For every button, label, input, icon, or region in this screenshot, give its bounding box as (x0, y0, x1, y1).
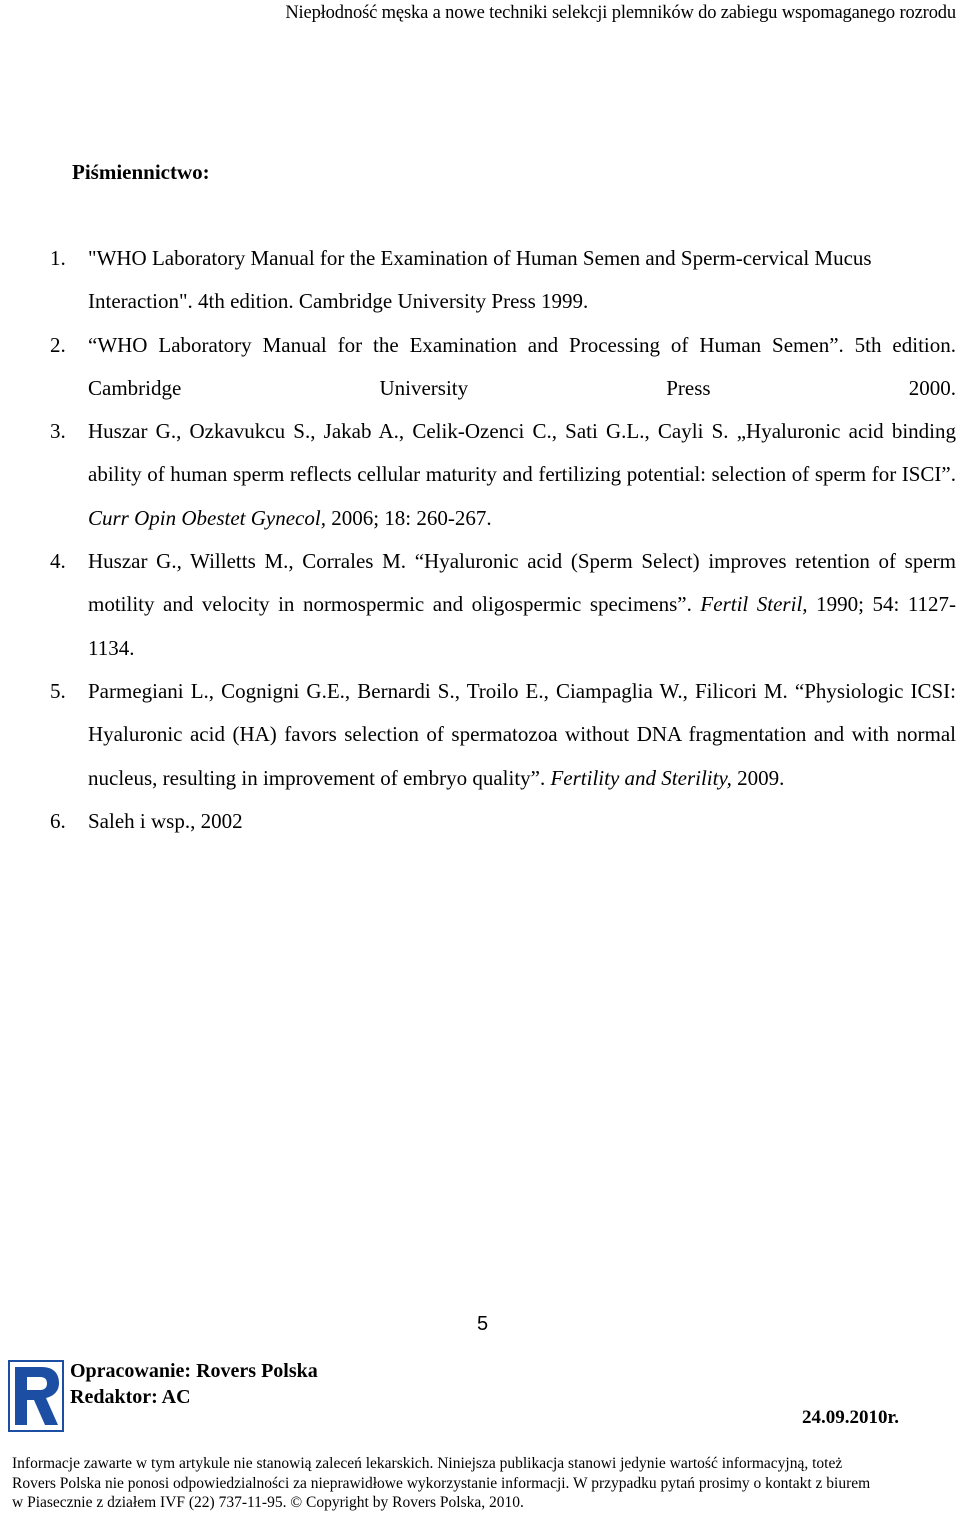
footer-date: 24.09.2010r. (802, 1407, 899, 1428)
reference-item-1 (0, 237, 960, 324)
reference-text: Huszar G., Willetts M., Corrales M. “Hyaluronic acid (Sperm Select) improves retention of sperm motility and velocity in normospermic and oligospermic specimens”. (88, 549, 956, 617)
reference-number: 3. (50, 419, 66, 444)
reference-number: 2. (50, 332, 66, 357)
disclaimer (12, 1454, 937, 1513)
credit-editor: Redaktor: AC (70, 1386, 191, 1408)
disclaimer-line: w Piasecznie z działem IVF (22) 737-11-95. © Copyright by Rovers Polska, 2010. (12, 1494, 524, 1511)
reference-number: 5. (50, 678, 66, 703)
reference-text: Saleh i wsp., 2002 (88, 808, 243, 833)
disclaimer-line: Rovers Polska nie ponosi odpowiedzialności za nieprawidłowe wykorzystanie informacji. W przypadku pytań prosimy o kontakt z biurem (12, 1474, 871, 1492)
reference-item-6 (0, 800, 960, 843)
credits (70, 1358, 318, 1410)
running-header: Niepłodność męska a nowe techniki selekcji plemników do zabiegu wspomaganego rozrodu (285, 3, 956, 23)
section-title: Piśmiennictwo: (72, 160, 210, 184)
reference-item-5 (0, 670, 960, 800)
reference-citation: 2009. (737, 765, 785, 790)
journal-name: Fertility and Sterility, (550, 765, 732, 790)
journal-name: Fertil Steril, (700, 592, 808, 617)
journal-name: Curr Opin Obestet Gynecol, (88, 505, 326, 530)
reference-citation: 1990; 54: 1127-1134. (88, 592, 957, 660)
reference-citation: 2006; 18: 260-267. (331, 505, 492, 530)
reference-item-3 (0, 410, 960, 540)
reference-number: 1. (50, 246, 66, 270)
reference-text: Huszar G., Ozkavukcu S., Jakab A., Celik-Ozenci C., Sati G.L., Cayli S. „Hyaluronic acid binding ability of human sperm reflects cellular maturity and fertilizing potential: selection of sperm for ISCI”. (88, 419, 956, 487)
page-number: 5 (477, 1313, 489, 1335)
rovers-r-logo-icon (8, 1360, 64, 1432)
reference-list (0, 237, 960, 843)
reference-item-2 (0, 324, 960, 411)
reference-number: 6. (50, 808, 66, 833)
reference-item-4 (0, 540, 960, 670)
reference-body (88, 540, 956, 670)
reference-text: “WHO Laboratory Manual for the Examination and Processing of Human Semen”. 5th edition. Cambridge University Press 2000. (88, 332, 956, 400)
reference-text: Parmegiani L., Cognigni G.E., Bernardi S., Troilo E., Ciampaglia W., Filicori M. “Physiologic ICSI: Hyaluronic acid (HA) favors selection of spermatozoa without DNA fragmentation and with normal nucleus, resulting in improvement of embryo quality”. (88, 678, 956, 790)
credit-author: Opracowanie: Rovers Polska (70, 1360, 318, 1382)
reference-text: "WHO Laboratory Manual for the Examination of Human Semen and Sperm-cervical Mucus Interaction". 4th edition. Cambridge University Press 1999. (88, 246, 872, 314)
reference-body (88, 410, 956, 540)
reference-body (88, 670, 956, 800)
reference-number: 4. (50, 549, 66, 574)
disclaimer-line: Informacje zawarte w tym artykule nie stanowią zaleceń lekarskich. Niniejsza publikacja stanowi jedynie wartość informacyjną, toteż (12, 1455, 843, 1472)
